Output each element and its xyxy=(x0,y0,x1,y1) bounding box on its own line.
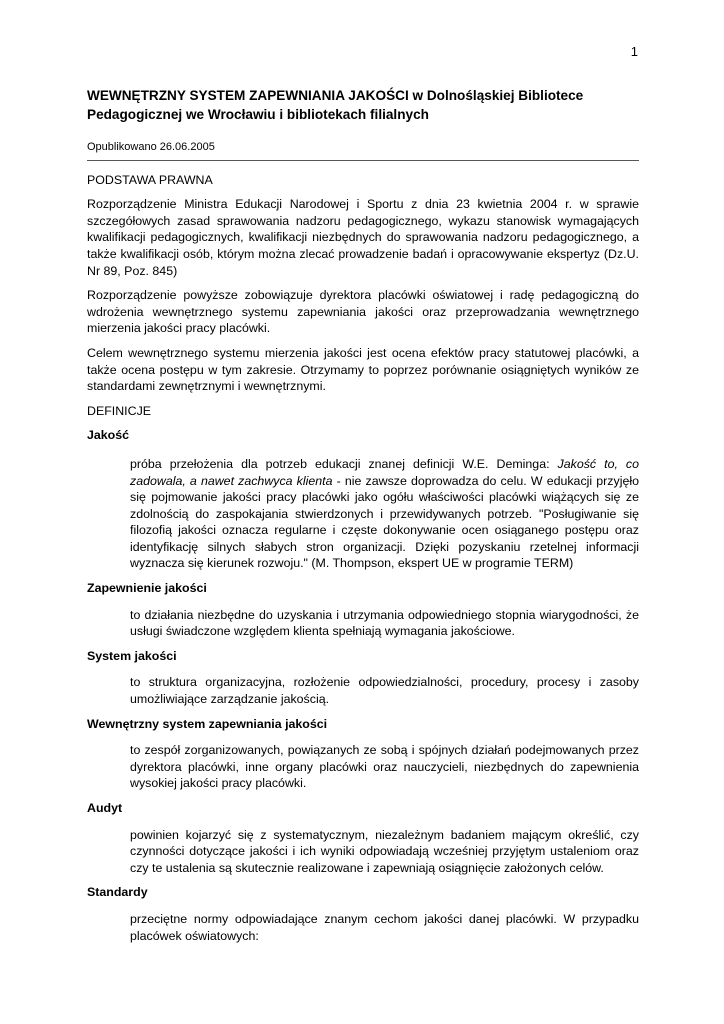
definition-term: Standardy xyxy=(87,885,148,900)
definition-body: przeciętne normy odpowiadające znanym cechom jakości danej placówki. W przypadku placówek oświatowych: xyxy=(130,911,639,943)
definition-body-quality xyxy=(130,456,639,572)
definition-text: - nie zawsze doprowadza do celu. W edukacji przyjęło się pojmowanie jakości pracy placówki jako ogółu właściwości placówki wiążących się ze zdolnością do zaspokajania stwierdzonych i przewidywanych potrzeb. "Posługiwanie się filozofią jakości oznacza regularne i częste dokonywanie ocen osiąganego postępu oraz identyfikację silnych słabych stron organizacji. Dzięki pozyskaniu rzetelnej informacji wyznacza się kierunek rozwoju." (M. Thompson, ekspert UE w programie TERM) xyxy=(130,473,639,571)
definition-term: System jakości xyxy=(87,648,177,663)
publication-date: Opublikowano 26.06.2005 xyxy=(87,139,639,161)
definition-term: Audyt xyxy=(87,801,123,815)
definition-term: Wewnętrzny system zapewniania jakości xyxy=(87,716,328,731)
document-body xyxy=(87,86,639,944)
definition-body: powinien kojarzyć się z systematycznym, niezależnym badaniem mającym określić, czy czynności dotyczące jakości i ich wyniki odpowiadają wcześniej przyjętym ustaleniom oraz czy te ustalenia są skutecznie realizowane i zapewniają osiągnięcie założonych celów. xyxy=(130,827,639,875)
deming-quote: Jakość to, co zadowala, a nawet zachwyca klienta xyxy=(130,456,640,488)
definition-body: to działania niezbędne do uzyskania i utrzymania odpowiedniego stopnia wiarygodności, że usługi świadczone względem klienta spełniają wymagania jakościowe. xyxy=(130,607,639,639)
definition-text: próba przełożenia dla potrzeb edukacji znanej definicji W.E. Deminga: xyxy=(130,456,558,471)
legal-basis-paragraph: Rozporządzenie Ministra Edukacji Narodowej i Sportu z dnia 23 kwietnia 2004 r. w sprawie szczegółowych zasad sprawowania nadzoru pedagogicznego, wykazu stanowisk wymagających kwalifikacji pedagogicznych, kwalifikacji niezbędnych do sprawowania nadzoru pedagogicznego, a także kwalifikacji osób, którym można zlecać prowadzenie badań i opracowywanie ekspertyz (Dz.U. Nr 89, Poz. 845) xyxy=(87,197,639,278)
legal-basis-paragraph: Celem wewnętrznego systemu mierzenia jakości jest ocena efektów pracy statutowej placówki, a także ocena postępu w tym zakresie. Otrzymamy to poprzez porównanie osiągniętych wyników ze standardami zewnętrznymi i wewnętrznymi. xyxy=(87,345,639,394)
legal-basis-paragraph: Rozporządzenie powyższe zobowiązuje dyrektora placówki oświatowej i radę pedagogiczną do wdrożenia wewnętrznego systemu zapewniania jakości oraz przeprowadzania wewnętrznego mierzenia jakości pracy placówki. xyxy=(87,288,639,336)
section-heading-definitions: DEFINICJE xyxy=(87,403,152,418)
definition-term-quality: Jakość xyxy=(87,428,130,443)
page-number: 1 xyxy=(630,44,638,59)
definition-body: to struktura organizacyjna, rozłożenie odpowiedzialności, procedury, procesy i zasoby umożliwiające zarządzanie jakością. xyxy=(130,675,639,707)
document-title: WEWNĘTRZNY SYSTEM ZAPEWNIANIA JAKOŚCI w Dolnośląskiej Bibliotece Pedagogicznej we Wrocławiu i bibliotekach filialnych xyxy=(87,88,584,122)
definition-term: Zapewnienie jakości xyxy=(87,581,207,596)
section-heading-legal-basis: PODSTAWA PRAWNA xyxy=(87,172,213,187)
definition-body: to zespół zorganizowanych, powiązanych ze sobą i spójnych działań podejmowanych przez dyrektora placówki, inne organy placówki oraz nauczycieli, niezbędnych do zapewnienia wysokiej jakości pracy placówki. xyxy=(130,743,639,791)
